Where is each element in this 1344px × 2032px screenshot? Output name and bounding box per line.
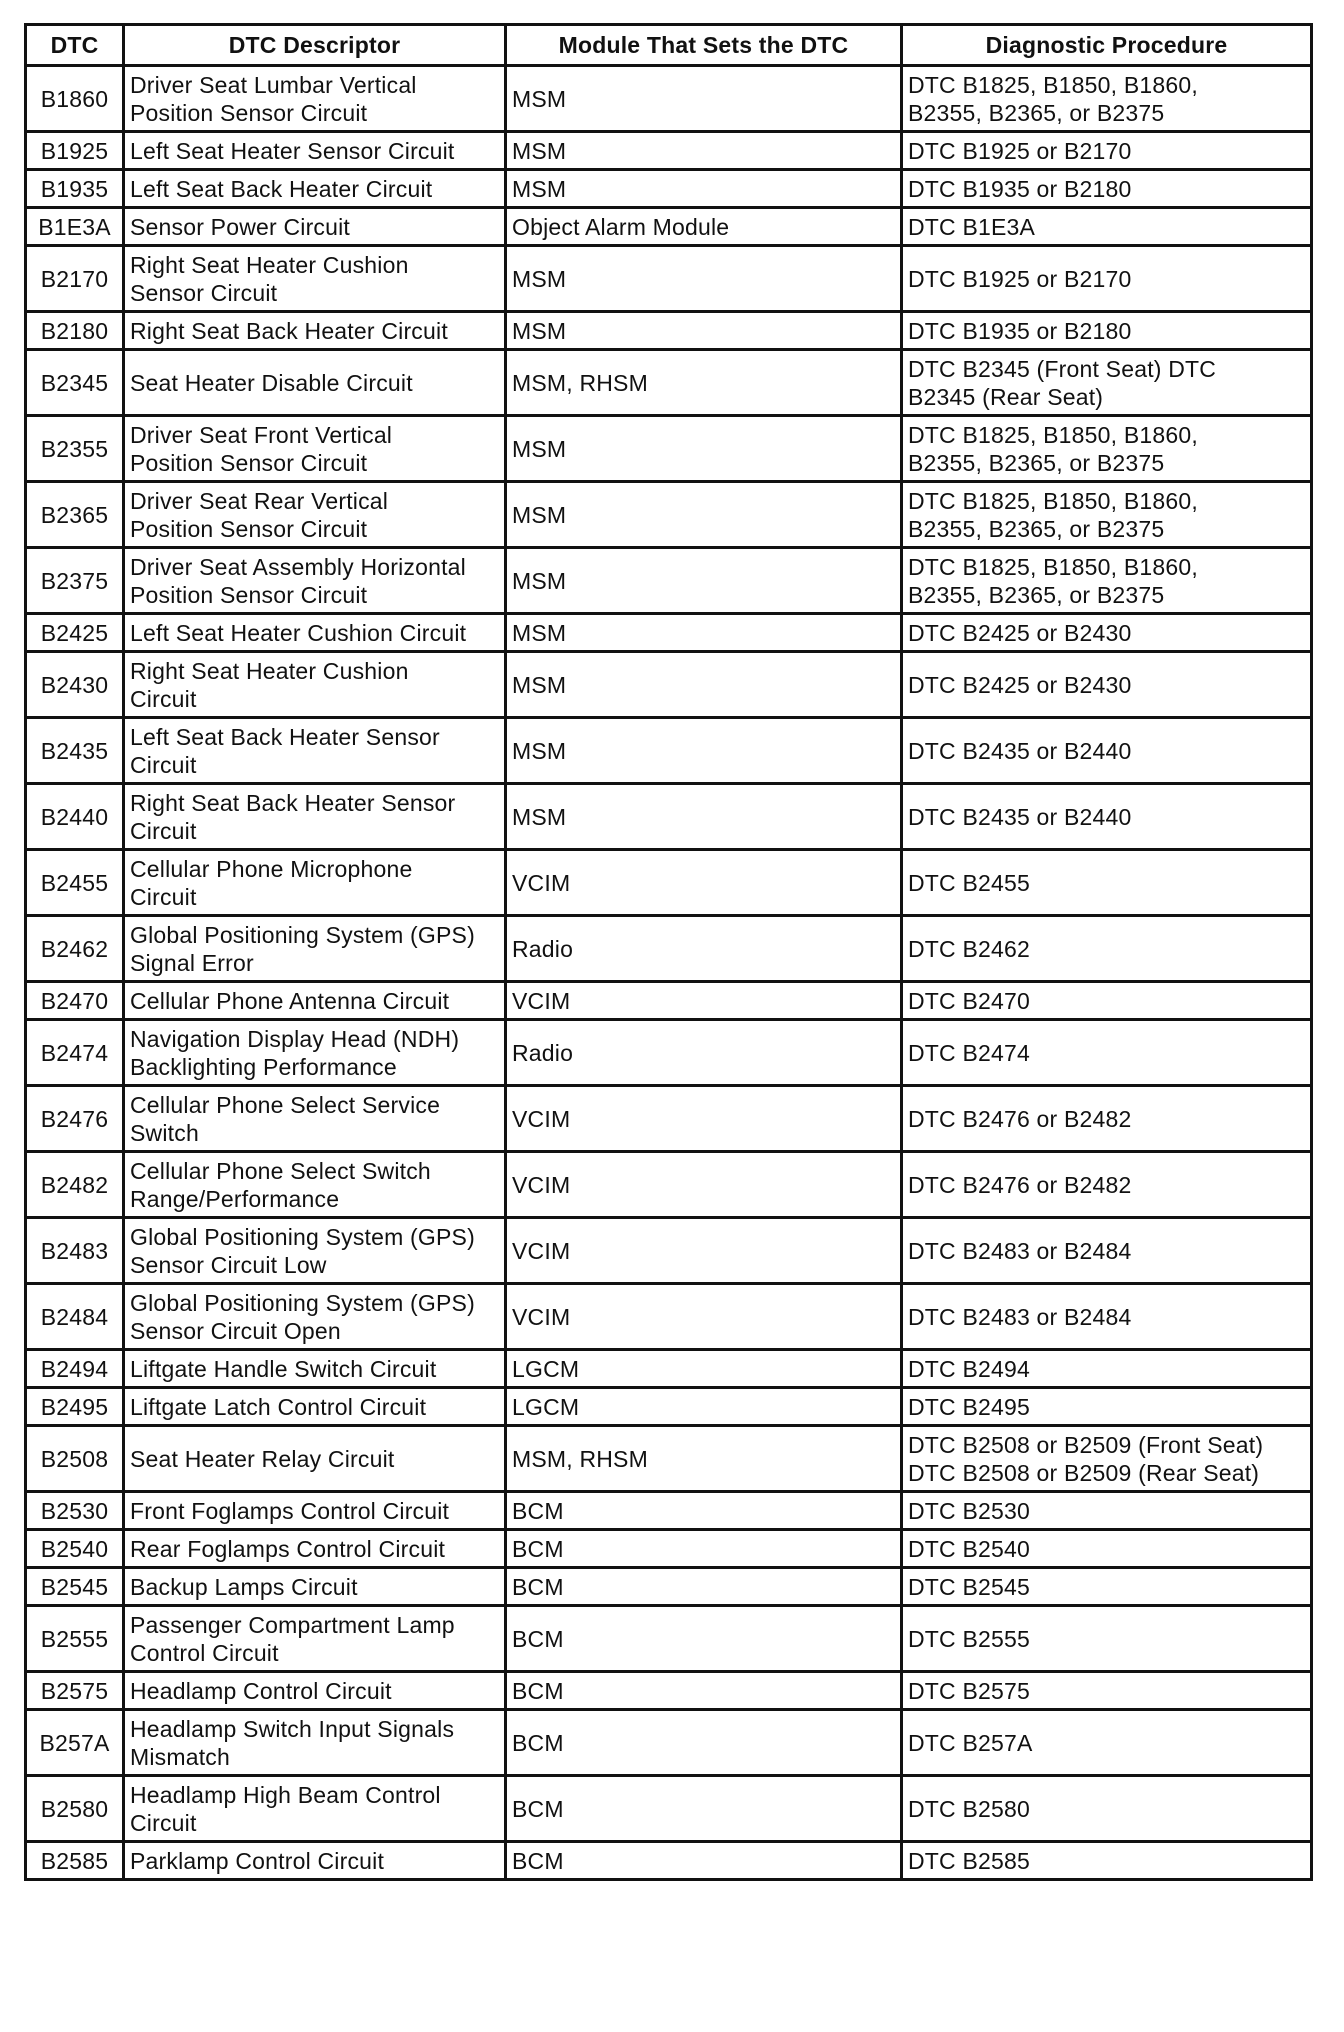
- dtc-descriptor-cell: Global Positioning System (GPS) Signal Error: [124, 916, 506, 982]
- module-cell: BCM: [506, 1776, 902, 1842]
- diagnostic-procedure-cell: DTC B2545: [902, 1568, 1312, 1606]
- dtc-code-cell: B2375: [26, 548, 124, 614]
- dtc-descriptor-cell: Headlamp Switch Input Signals Mismatch: [124, 1710, 506, 1776]
- table-row: [26, 482, 1312, 548]
- table-row: [26, 1530, 1312, 1568]
- dtc-code-cell: B1935: [26, 170, 124, 208]
- table-body: [26, 66, 1312, 1880]
- diagnostic-procedure-cell: DTC B2483 or B2484: [902, 1284, 1312, 1350]
- diagnostic-procedure-cell: DTC B2495: [902, 1388, 1312, 1426]
- dtc-descriptor-cell: Cellular Phone Select Switch Range/Performance: [124, 1152, 506, 1218]
- diagnostic-procedure-cell: DTC B2530: [902, 1492, 1312, 1530]
- table-row: [26, 982, 1312, 1020]
- table-row: [26, 350, 1312, 416]
- dtc-descriptor-cell: Passenger Compartment Lamp Control Circuit: [124, 1606, 506, 1672]
- table-header-row: [26, 25, 1312, 66]
- diagnostic-procedure-cell: DTC B2435 or B2440: [902, 784, 1312, 850]
- table-row: [26, 784, 1312, 850]
- dtc-descriptor-cell: Left Seat Heater Sensor Circuit: [124, 132, 506, 170]
- dtc-code-cell: B2482: [26, 1152, 124, 1218]
- diagnostic-procedure-cell: DTC B2470: [902, 982, 1312, 1020]
- module-cell: MSM: [506, 784, 902, 850]
- diagnostic-procedure-cell: DTC B2555: [902, 1606, 1312, 1672]
- diagnostic-procedure-cell: DTC B2580: [902, 1776, 1312, 1842]
- header-module: Module That Sets the DTC: [506, 25, 902, 66]
- diagnostic-procedure-cell: DTC B2494: [902, 1350, 1312, 1388]
- dtc-descriptor-cell: Liftgate Latch Control Circuit: [124, 1388, 506, 1426]
- module-cell: MSM: [506, 170, 902, 208]
- dtc-code-cell: B2355: [26, 416, 124, 482]
- module-cell: LGCM: [506, 1388, 902, 1426]
- dtc-descriptor-cell: Right Seat Heater Cushion Circuit: [124, 652, 506, 718]
- table-row: [26, 718, 1312, 784]
- dtc-descriptor-cell: Backup Lamps Circuit: [124, 1568, 506, 1606]
- diagnostic-procedure-cell: DTC B1935 or B2180: [902, 312, 1312, 350]
- dtc-table-container: [24, 23, 1310, 1881]
- dtc-descriptor-cell: Liftgate Handle Switch Circuit: [124, 1350, 506, 1388]
- table-row: [26, 1218, 1312, 1284]
- module-cell: MSM, RHSM: [506, 1426, 902, 1492]
- dtc-descriptor-cell: Headlamp Control Circuit: [124, 1672, 506, 1710]
- module-cell: MSM: [506, 312, 902, 350]
- table-row: [26, 548, 1312, 614]
- dtc-descriptor-cell: Global Positioning System (GPS) Sensor Circuit Low: [124, 1218, 506, 1284]
- dtc-descriptor-cell: Parklamp Control Circuit: [124, 1842, 506, 1880]
- diagnostic-procedure-cell: DTC B2508 or B2509 (Front Seat) DTC B2508 or B2509 (Rear Seat): [902, 1426, 1312, 1492]
- dtc-code-cell: B2470: [26, 982, 124, 1020]
- dtc-code-cell: B2425: [26, 614, 124, 652]
- diagnostic-procedure-cell: DTC B1925 or B2170: [902, 246, 1312, 312]
- dtc-table: [24, 23, 1313, 1881]
- table-row: [26, 652, 1312, 718]
- dtc-code-cell: B2170: [26, 246, 124, 312]
- module-cell: MSM: [506, 132, 902, 170]
- dtc-descriptor-cell: Cellular Phone Select Service Switch: [124, 1086, 506, 1152]
- dtc-descriptor-cell: Seat Heater Relay Circuit: [124, 1426, 506, 1492]
- table-row: [26, 1492, 1312, 1530]
- table-row: [26, 1284, 1312, 1350]
- diagnostic-procedure-cell: DTC B1935 or B2180: [902, 170, 1312, 208]
- table-row: [26, 1388, 1312, 1426]
- dtc-code-cell: B2476: [26, 1086, 124, 1152]
- diagnostic-procedure-cell: DTC B257A: [902, 1710, 1312, 1776]
- dtc-code-cell: B2483: [26, 1218, 124, 1284]
- dtc-descriptor-cell: Left Seat Heater Cushion Circuit: [124, 614, 506, 652]
- table-row: [26, 1152, 1312, 1218]
- module-cell: BCM: [506, 1672, 902, 1710]
- table-row: [26, 1606, 1312, 1672]
- table-row: [26, 614, 1312, 652]
- dtc-code-cell: B2575: [26, 1672, 124, 1710]
- diagnostic-procedure-cell: DTC B2476 or B2482: [902, 1152, 1312, 1218]
- dtc-descriptor-cell: Driver Seat Lumbar Vertical Position Sensor Circuit: [124, 66, 506, 132]
- header-dtc: DTC: [26, 25, 124, 66]
- table-row: [26, 1568, 1312, 1606]
- table-row: [26, 132, 1312, 170]
- dtc-code-cell: B2435: [26, 718, 124, 784]
- table-row: [26, 916, 1312, 982]
- table-row: [26, 312, 1312, 350]
- dtc-code-cell: B2494: [26, 1350, 124, 1388]
- table-row: [26, 1710, 1312, 1776]
- module-cell: VCIM: [506, 1284, 902, 1350]
- dtc-code-cell: B2508: [26, 1426, 124, 1492]
- module-cell: MSM: [506, 66, 902, 132]
- dtc-code-cell: B2430: [26, 652, 124, 718]
- diagnostic-procedure-cell: DTC B2455: [902, 850, 1312, 916]
- diagnostic-procedure-cell: DTC B1825, B1850, B1860, B2355, B2365, or B2375: [902, 66, 1312, 132]
- table-row: [26, 208, 1312, 246]
- table-row: [26, 1672, 1312, 1710]
- diagnostic-procedure-cell: DTC B1825, B1850, B1860, B2355, B2365, or B2375: [902, 416, 1312, 482]
- module-cell: BCM: [506, 1842, 902, 1880]
- dtc-code-cell: B1860: [26, 66, 124, 132]
- module-cell: MSM: [506, 652, 902, 718]
- header-diagnostic-procedure: Diagnostic Procedure: [902, 25, 1312, 66]
- diagnostic-procedure-cell: DTC B2435 or B2440: [902, 718, 1312, 784]
- diagnostic-procedure-cell: DTC B2345 (Front Seat) DTC B2345 (Rear Seat): [902, 350, 1312, 416]
- dtc-descriptor-cell: Right Seat Back Heater Sensor Circuit: [124, 784, 506, 850]
- module-cell: BCM: [506, 1568, 902, 1606]
- dtc-descriptor-cell: Left Seat Back Heater Sensor Circuit: [124, 718, 506, 784]
- dtc-descriptor-cell: Seat Heater Disable Circuit: [124, 350, 506, 416]
- dtc-code-cell: B2345: [26, 350, 124, 416]
- dtc-code-cell: B2580: [26, 1776, 124, 1842]
- table-row: [26, 1426, 1312, 1492]
- module-cell: MSM: [506, 246, 902, 312]
- module-cell: MSM, RHSM: [506, 350, 902, 416]
- module-cell: BCM: [506, 1492, 902, 1530]
- dtc-descriptor-cell: Left Seat Back Heater Circuit: [124, 170, 506, 208]
- dtc-descriptor-cell: Headlamp High Beam Control Circuit: [124, 1776, 506, 1842]
- dtc-code-cell: B2530: [26, 1492, 124, 1530]
- dtc-code-cell: B2440: [26, 784, 124, 850]
- dtc-descriptor-cell: Rear Foglamps Control Circuit: [124, 1530, 506, 1568]
- diagnostic-procedure-cell: DTC B1825, B1850, B1860, B2355, B2365, or B2375: [902, 548, 1312, 614]
- dtc-descriptor-cell: Sensor Power Circuit: [124, 208, 506, 246]
- table-row: [26, 1350, 1312, 1388]
- module-cell: MSM: [506, 482, 902, 548]
- module-cell: LGCM: [506, 1350, 902, 1388]
- table-row: [26, 1842, 1312, 1880]
- dtc-descriptor-cell: Cellular Phone Microphone Circuit: [124, 850, 506, 916]
- table-row: [26, 170, 1312, 208]
- diagnostic-procedure-cell: DTC B2425 or B2430: [902, 652, 1312, 718]
- module-cell: VCIM: [506, 1086, 902, 1152]
- diagnostic-procedure-cell: DTC B2476 or B2482: [902, 1086, 1312, 1152]
- diagnostic-procedure-cell: DTC B2425 or B2430: [902, 614, 1312, 652]
- module-cell: BCM: [506, 1710, 902, 1776]
- table-row: [26, 850, 1312, 916]
- module-cell: Radio: [506, 916, 902, 982]
- module-cell: VCIM: [506, 1218, 902, 1284]
- dtc-code-cell: B2484: [26, 1284, 124, 1350]
- diagnostic-procedure-cell: DTC B1925 or B2170: [902, 132, 1312, 170]
- dtc-descriptor-cell: Right Seat Back Heater Circuit: [124, 312, 506, 350]
- dtc-code-cell: B1E3A: [26, 208, 124, 246]
- dtc-descriptor-cell: Front Foglamps Control Circuit: [124, 1492, 506, 1530]
- dtc-code-cell: B1925: [26, 132, 124, 170]
- dtc-code-cell: B257A: [26, 1710, 124, 1776]
- dtc-code-cell: B2540: [26, 1530, 124, 1568]
- diagnostic-procedure-cell: DTC B2585: [902, 1842, 1312, 1880]
- diagnostic-procedure-cell: DTC B1E3A: [902, 208, 1312, 246]
- module-cell: MSM: [506, 416, 902, 482]
- dtc-descriptor-cell: Cellular Phone Antenna Circuit: [124, 982, 506, 1020]
- module-cell: VCIM: [506, 850, 902, 916]
- dtc-descriptor-cell: Global Positioning System (GPS) Sensor Circuit Open: [124, 1284, 506, 1350]
- diagnostic-procedure-cell: DTC B2483 or B2484: [902, 1218, 1312, 1284]
- table-row: [26, 246, 1312, 312]
- module-cell: MSM: [506, 548, 902, 614]
- diagnostic-procedure-cell: DTC B1825, B1850, B1860, B2355, B2365, or B2375: [902, 482, 1312, 548]
- diagnostic-procedure-cell: DTC B2540: [902, 1530, 1312, 1568]
- dtc-code-cell: B2462: [26, 916, 124, 982]
- module-cell: VCIM: [506, 1152, 902, 1218]
- dtc-descriptor-cell: Driver Seat Front Vertical Position Sensor Circuit: [124, 416, 506, 482]
- dtc-code-cell: B2585: [26, 1842, 124, 1880]
- module-cell: VCIM: [506, 982, 902, 1020]
- dtc-code-cell: B2455: [26, 850, 124, 916]
- header-dtc-descriptor: DTC Descriptor: [124, 25, 506, 66]
- module-cell: MSM: [506, 614, 902, 652]
- module-cell: Radio: [506, 1020, 902, 1086]
- dtc-code-cell: B2495: [26, 1388, 124, 1426]
- table-row: [26, 1020, 1312, 1086]
- diagnostic-procedure-cell: DTC B2575: [902, 1672, 1312, 1710]
- module-cell: MSM: [506, 718, 902, 784]
- dtc-descriptor-cell: Right Seat Heater Cushion Sensor Circuit: [124, 246, 506, 312]
- table-row: [26, 66, 1312, 132]
- diagnostic-procedure-cell: DTC B2462: [902, 916, 1312, 982]
- dtc-descriptor-cell: Driver Seat Rear Vertical Position Sensor Circuit: [124, 482, 506, 548]
- dtc-code-cell: B2365: [26, 482, 124, 548]
- diagnostic-procedure-cell: DTC B2474: [902, 1020, 1312, 1086]
- module-cell: BCM: [506, 1530, 902, 1568]
- dtc-code-cell: B2545: [26, 1568, 124, 1606]
- dtc-descriptor-cell: Driver Seat Assembly Horizontal Position Sensor Circuit: [124, 548, 506, 614]
- dtc-code-cell: B2474: [26, 1020, 124, 1086]
- module-cell: Object Alarm Module: [506, 208, 902, 246]
- module-cell: BCM: [506, 1606, 902, 1672]
- dtc-code-cell: B2555: [26, 1606, 124, 1672]
- table-row: [26, 416, 1312, 482]
- dtc-descriptor-cell: Navigation Display Head (NDH) Backlighting Performance: [124, 1020, 506, 1086]
- table-row: [26, 1086, 1312, 1152]
- table-row: [26, 1776, 1312, 1842]
- dtc-code-cell: B2180: [26, 312, 124, 350]
